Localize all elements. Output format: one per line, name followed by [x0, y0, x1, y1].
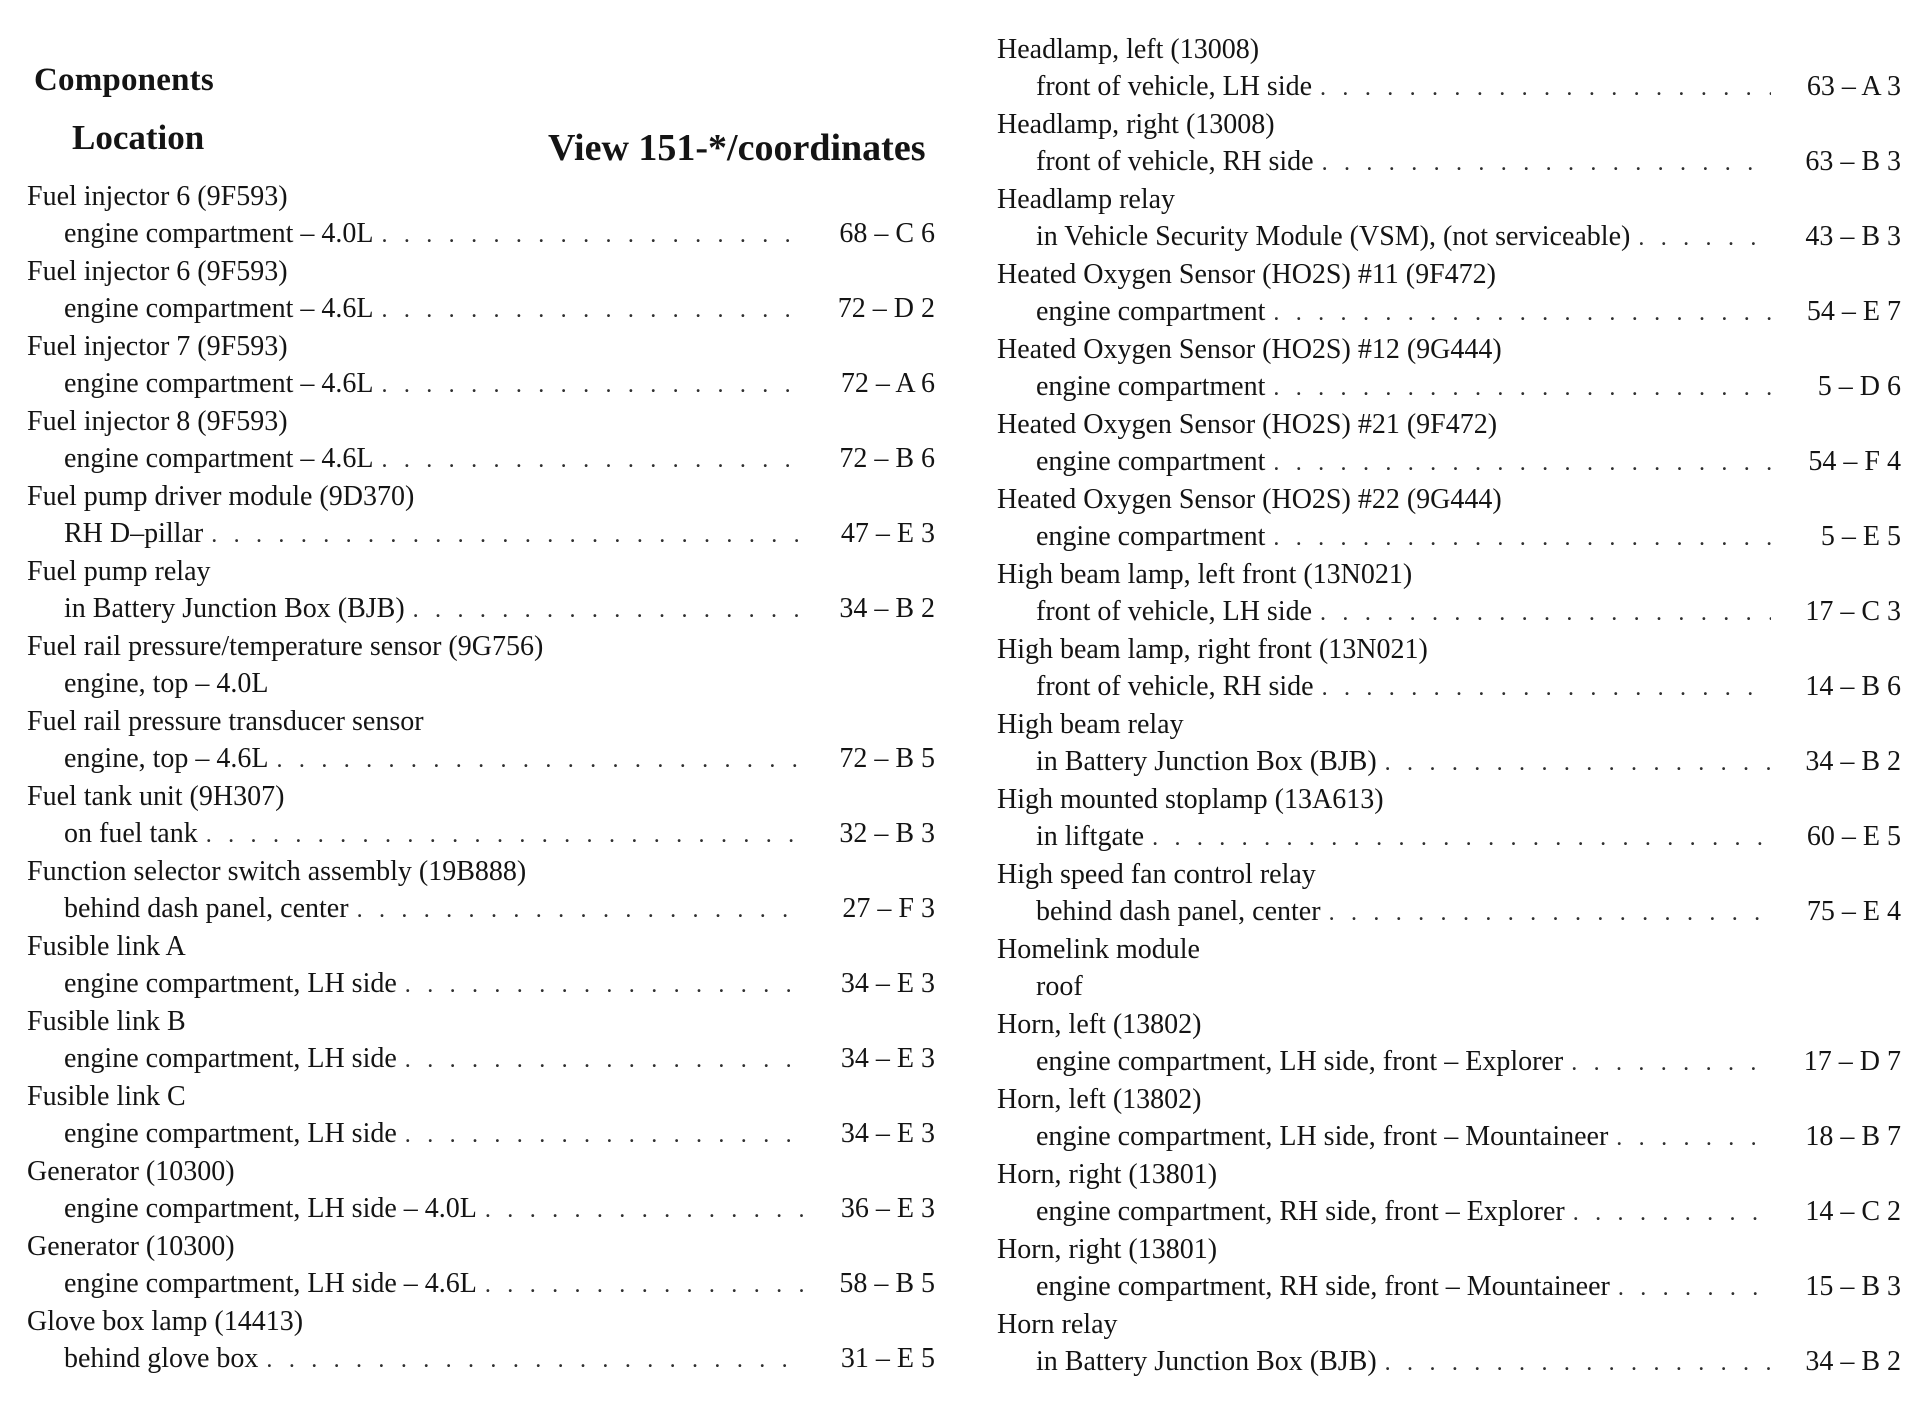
component-entry — [997, 330, 1901, 405]
location-row — [1036, 1119, 1901, 1155]
view-coordinate: 34 – E 3 — [840, 1043, 935, 1074]
location-detail: engine compartment – 4.6L — [64, 293, 374, 324]
component-entry — [997, 855, 1901, 930]
component-name: Heated Oxygen Sensor (HO2S) #21 (9F472) — [997, 409, 1498, 440]
component-entry — [997, 105, 1901, 180]
component-entry — [27, 702, 935, 777]
component-name: Headlamp, left (13008) — [997, 34, 1260, 65]
view-coordinate: 60 – E 5 — [1806, 821, 1901, 852]
component-name: Fusible link B — [27, 1006, 186, 1037]
view-coordinate: 36 – E 3 — [840, 1193, 935, 1224]
dot-leader — [1573, 1195, 1771, 1231]
location-detail: engine compartment, LH side – 4.6L — [64, 1268, 477, 1299]
dot-leader — [381, 367, 805, 403]
location-detail: engine compartment, RH side, front – Mountaineer — [1036, 1271, 1610, 1302]
location-row — [1036, 744, 1901, 780]
component-name: Fuel injector 7 (9F593) — [27, 331, 288, 362]
component-entry — [27, 852, 935, 927]
view-coordinate: 34 – B 2 — [839, 593, 935, 624]
component-name: Fuel injector 8 (9F593) — [27, 406, 288, 437]
dot-leader — [1329, 895, 1771, 931]
component-entry — [997, 1305, 1901, 1380]
component-name: Fuel rail pressure transducer sensor — [27, 706, 424, 737]
dot-leader — [1273, 445, 1771, 481]
view-coordinates-heading: View 151-*/coordinates — [548, 127, 926, 169]
location-row — [64, 1266, 935, 1302]
component-name: Generator (10300) — [27, 1156, 235, 1187]
component-entry — [997, 405, 1901, 480]
location-detail: in Battery Junction Box (BJB) — [64, 593, 405, 624]
location-detail: engine compartment — [1036, 446, 1266, 477]
location-detail: in Battery Junction Box (BJB) — [1036, 746, 1377, 777]
component-name: Fuel rail pressure/temperature sensor (9G756) — [27, 631, 544, 662]
dot-leader — [381, 442, 805, 478]
location-detail: engine compartment — [1036, 521, 1266, 552]
dot-leader — [1320, 70, 1771, 106]
location-row — [64, 891, 935, 927]
dot-leader — [381, 217, 805, 253]
location-detail: RH D–pillar — [64, 518, 204, 549]
component-entry — [997, 930, 1901, 1005]
left-column — [27, 177, 935, 1377]
view-coordinate: 14 – C 2 — [1805, 1196, 1901, 1227]
component-name: Horn, right (13801) — [997, 1234, 1218, 1265]
location-detail: front of vehicle, RH side — [1036, 671, 1314, 702]
location-row — [1036, 369, 1901, 405]
view-coordinate: 27 – F 3 — [842, 893, 935, 924]
location-row — [64, 966, 935, 1002]
location-detail: behind dash panel, center — [64, 893, 349, 924]
dot-leader — [405, 1042, 805, 1078]
location-detail: front of vehicle, LH side — [1036, 71, 1313, 102]
location-row — [1036, 819, 1901, 855]
component-name: High beam relay — [997, 709, 1184, 740]
view-coordinate: 14 – B 6 — [1805, 671, 1901, 702]
view-coordinate: 18 – B 7 — [1805, 1121, 1901, 1152]
view-coordinate: 54 – E 7 — [1806, 296, 1901, 327]
component-name: High beam lamp, left front (13N021) — [997, 559, 1413, 590]
dot-leader — [357, 892, 805, 928]
component-entry — [27, 327, 935, 402]
component-entry — [27, 1002, 935, 1077]
location-detail: engine compartment, LH side, front – Explorer — [1036, 1046, 1564, 1077]
view-coordinate: 17 – C 3 — [1805, 596, 1901, 627]
view-coordinate: 34 – B 2 — [1805, 746, 1901, 777]
component-name: Generator (10300) — [27, 1231, 235, 1262]
view-coordinate: 47 – E 3 — [840, 518, 935, 549]
location-row — [64, 516, 935, 552]
component-entry — [27, 252, 935, 327]
view-coordinate: 54 – F 4 — [1808, 446, 1901, 477]
dot-leader — [485, 1267, 805, 1303]
dot-leader — [1273, 520, 1771, 556]
view-coordinate: 72 – A 6 — [840, 368, 935, 399]
location-row — [64, 216, 935, 252]
component-entry — [27, 552, 935, 627]
view-coordinate: 31 – E 5 — [840, 1343, 935, 1374]
location-row — [64, 591, 935, 627]
view-coordinate: 72 – B 5 — [839, 743, 935, 774]
location-heading: Location — [72, 118, 205, 157]
view-coordinate: 17 – D 7 — [1803, 1046, 1901, 1077]
component-name: Fuel tank unit (9H307) — [27, 781, 285, 812]
component-entry — [997, 630, 1901, 705]
view-coordinate: 15 – B 3 — [1805, 1271, 1901, 1302]
view-coordinate: 58 – B 5 — [839, 1268, 935, 1299]
location-detail: in Battery Junction Box (BJB) — [1036, 1346, 1377, 1377]
location-detail: engine compartment — [1036, 296, 1266, 327]
location-row — [1036, 444, 1901, 480]
component-name: High mounted stoplamp (13A613) — [997, 784, 1384, 815]
location-detail: on fuel tank — [64, 818, 198, 849]
location-detail: front of vehicle, LH side — [1036, 596, 1313, 627]
dot-leader — [211, 517, 805, 553]
dot-leader — [405, 1117, 805, 1153]
location-detail: engine compartment, LH side, front – Mountaineer — [1036, 1121, 1609, 1152]
location-row — [1036, 1194, 1901, 1230]
dot-leader — [1385, 745, 1771, 781]
dot-leader — [1385, 1345, 1771, 1381]
location-detail: in liftgate — [1036, 821, 1145, 852]
component-entry — [997, 555, 1901, 630]
component-name: Heated Oxygen Sensor (HO2S) #12 (9G444) — [997, 334, 1502, 365]
component-entry — [27, 402, 935, 477]
view-coordinate: 72 – B 6 — [839, 443, 935, 474]
location-row — [1036, 69, 1901, 105]
component-entry — [27, 1152, 935, 1227]
location-row — [64, 1191, 935, 1227]
location-detail: in Vehicle Security Module (VSM), (not serviceable) — [1036, 221, 1631, 252]
location-detail: engine compartment – 4.6L — [64, 443, 374, 474]
component-entry — [997, 705, 1901, 780]
component-entry — [997, 255, 1901, 330]
view-coordinate: 5 – E 5 — [1820, 521, 1901, 552]
component-name: Heated Oxygen Sensor (HO2S) #11 (9F472) — [997, 259, 1496, 290]
dot-leader — [1152, 820, 1771, 856]
component-entry — [997, 780, 1901, 855]
location-row — [1036, 1044, 1901, 1080]
location-detail: engine compartment, RH side, front – Explorer — [1036, 1196, 1565, 1227]
location-row — [64, 1041, 935, 1077]
dot-leader — [1616, 1120, 1771, 1156]
component-entry — [27, 777, 935, 852]
component-name: Function selector switch assembly (19B888) — [27, 856, 527, 887]
view-coordinate: 68 – C 6 — [839, 218, 935, 249]
dot-leader — [1273, 295, 1771, 331]
right-column — [997, 30, 1901, 1380]
component-entry — [27, 927, 935, 1002]
location-row — [64, 291, 935, 327]
dot-leader — [1320, 595, 1771, 631]
component-entry — [997, 1230, 1901, 1305]
component-name: Horn, left (13802) — [997, 1084, 1202, 1115]
component-name: High beam lamp, right front (13N021) — [997, 634, 1428, 665]
view-coordinate: 63 – B 3 — [1805, 146, 1901, 177]
component-name: Homelink module — [997, 934, 1200, 965]
view-coordinate: 72 – D 2 — [837, 293, 935, 324]
component-entry — [27, 477, 935, 552]
component-entry — [27, 177, 935, 252]
component-name: High speed fan control relay — [997, 859, 1316, 890]
view-coordinate: 34 – E 3 — [840, 1118, 935, 1149]
component-name: Fuel pump driver module (9D370) — [27, 481, 415, 512]
component-entry — [27, 1227, 935, 1302]
component-name: Fuel injector 6 (9F593) — [27, 256, 288, 287]
dot-leader — [485, 1192, 805, 1228]
component-entry — [27, 1302, 935, 1377]
view-coordinate: 43 – B 3 — [1805, 221, 1901, 252]
location-detail: engine compartment – 4.0L — [64, 218, 374, 249]
location-row — [64, 366, 935, 402]
component-name: Fusible link C — [27, 1081, 186, 1112]
dot-leader — [1322, 670, 1771, 706]
component-name: Fuel pump relay — [27, 556, 211, 587]
location-row — [1036, 144, 1901, 180]
dot-leader — [1638, 220, 1771, 256]
view-coordinate: 75 – E 4 — [1806, 896, 1901, 927]
location-row — [1036, 969, 1901, 1005]
location-detail: engine, top – 4.6L — [64, 743, 269, 774]
dot-leader — [1273, 370, 1771, 406]
component-entry — [27, 627, 935, 702]
component-entry — [997, 30, 1901, 105]
dot-leader — [381, 292, 805, 328]
location-detail: engine compartment, LH side – 4.0L — [64, 1193, 477, 1224]
location-row — [64, 1116, 935, 1152]
dot-leader — [1322, 145, 1771, 181]
location-detail: front of vehicle, RH side — [1036, 146, 1314, 177]
component-name: Fuel injector 6 (9F593) — [27, 181, 288, 212]
component-entry — [997, 180, 1901, 255]
location-detail: engine compartment – 4.6L — [64, 368, 374, 399]
component-name: Headlamp, right (13008) — [997, 109, 1275, 140]
component-name: Horn, right (13801) — [997, 1159, 1218, 1190]
component-name: Headlamp relay — [997, 184, 1176, 215]
view-coordinate: 63 – A 3 — [1806, 71, 1901, 102]
location-detail: roof — [1036, 971, 1083, 1002]
location-detail: engine compartment, LH side — [64, 968, 397, 999]
location-row — [64, 741, 935, 777]
location-row — [1036, 1344, 1901, 1380]
view-coordinate: 32 – B 3 — [839, 818, 935, 849]
dot-leader — [266, 1342, 805, 1378]
dot-leader — [1618, 1270, 1771, 1306]
location-row — [1036, 519, 1901, 555]
component-name: Fusible link A — [27, 931, 186, 962]
view-coordinate: 34 – B 2 — [1805, 1346, 1901, 1377]
location-row — [1036, 669, 1901, 705]
location-detail: behind dash panel, center — [1036, 896, 1321, 927]
dot-leader — [405, 967, 805, 1003]
location-row — [1036, 1269, 1901, 1305]
location-row — [1036, 294, 1901, 330]
location-row — [1036, 594, 1901, 630]
component-name: Heated Oxygen Sensor (HO2S) #22 (9G444) — [997, 484, 1502, 515]
location-row — [64, 816, 935, 852]
location-row — [64, 1341, 935, 1377]
component-name: Glove box lamp (14413) — [27, 1306, 304, 1337]
component-entry — [997, 1155, 1901, 1230]
component-entry — [997, 1005, 1901, 1080]
dot-leader — [206, 817, 805, 853]
component-entry — [997, 1080, 1901, 1155]
component-entry — [27, 1077, 935, 1152]
dot-leader — [1571, 1045, 1771, 1081]
section-title: Components — [34, 62, 214, 98]
location-detail: engine compartment, LH side — [64, 1043, 397, 1074]
component-name: Horn relay — [997, 1309, 1118, 1340]
component-entry — [997, 480, 1901, 555]
location-detail: engine compartment — [1036, 371, 1266, 402]
location-row — [64, 441, 935, 477]
dot-leader — [277, 742, 805, 778]
location-detail: engine, top – 4.0L — [64, 668, 269, 699]
location-row — [1036, 219, 1901, 255]
location-row — [64, 666, 935, 702]
view-coordinate: 34 – E 3 — [840, 968, 935, 999]
view-coordinate: 5 – D 6 — [1817, 371, 1901, 402]
location-detail: engine compartment, LH side — [64, 1118, 397, 1149]
location-detail: behind glove box — [64, 1343, 259, 1374]
location-row — [1036, 894, 1901, 930]
component-name: Horn, left (13802) — [997, 1009, 1202, 1040]
dot-leader — [413, 592, 805, 628]
